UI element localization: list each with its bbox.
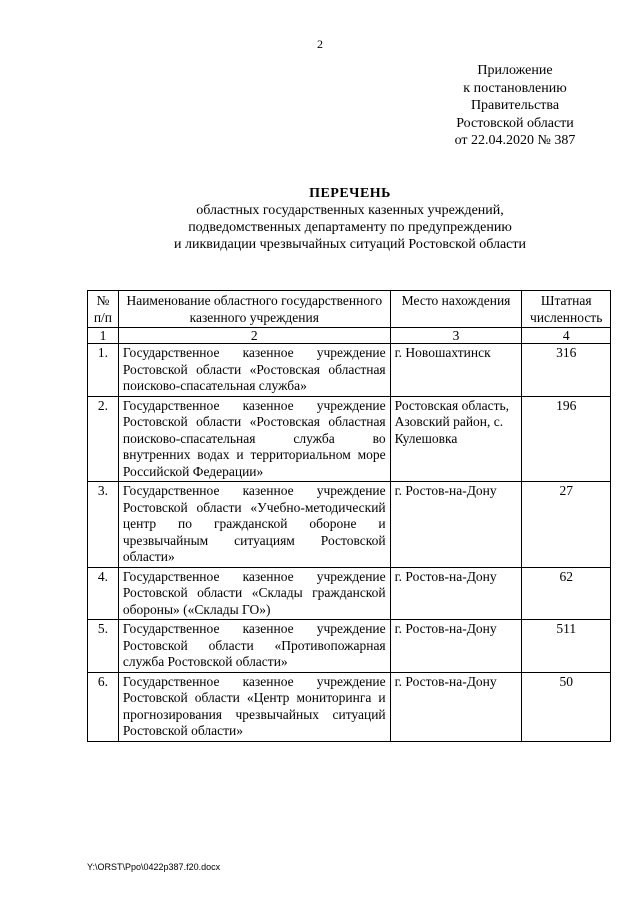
appendix-line-5: от 22.04.2020 № 387 [454, 133, 576, 148]
page-number: 2 [317, 37, 323, 51]
appendix-line-3: Правительства [470, 98, 560, 113]
header-staff: Штатная численность [522, 291, 611, 328]
row-number: 5. [88, 620, 119, 673]
institutions-table [87, 290, 611, 742]
institution-location: г. Ростов-на-Дону [390, 672, 522, 741]
row-number: 3. [88, 482, 119, 568]
institution-name: Государственное казенное учреждение Ростовской области «Противопожарная служба Ростовской области» [118, 620, 390, 673]
heading-line-2: подведомственных департаменту по предупреждению [188, 220, 512, 235]
staff-count: 511 [522, 620, 611, 673]
table-row [88, 344, 611, 397]
institution-name: Государственное казенное учреждение Ростовской области «Центр мониторинга и прогнозирования чрезвычайных ситуаций Ростовской области» [118, 672, 390, 741]
row-number: 4. [88, 567, 119, 620]
institution-location: Ростовская область, Азовский район, с. Кулешовка [390, 396, 522, 482]
column-index-cell: 3 [390, 328, 522, 344]
appendix-line-1: Приложение [477, 63, 553, 78]
document-heading [60, 185, 640, 253]
institution-name: Государственное казенное учреждение Ростовской области «Склады гражданской обороны» («Склады ГО») [118, 567, 390, 620]
institution-name: Государственное казенное учреждение Ростовской области «Ростовская областная поисково-спасательная служба во внутренних водах и территориальном море Российской Федерации» [118, 396, 390, 482]
appendix-line-4: Ростовской области [456, 115, 574, 131]
document-title: ПЕРЕЧЕНЬ [309, 186, 391, 201]
column-index-row [88, 328, 611, 344]
table-row [88, 672, 611, 741]
column-index-cell: 2 [118, 328, 390, 344]
header-location: Место нахождения [390, 291, 522, 328]
table-row [88, 396, 611, 482]
institution-location: г. Ростов-на-Дону [390, 567, 522, 620]
staff-count: 27 [522, 482, 611, 568]
staff-count: 316 [522, 344, 611, 397]
appendix-line-2: к постановлению [463, 80, 567, 96]
header-number: № п/п [88, 291, 119, 328]
table-row [88, 620, 611, 673]
staff-count: 50 [522, 672, 611, 741]
row-number: 2. [88, 396, 119, 482]
appendix-block [430, 62, 600, 150]
staff-count: 196 [522, 396, 611, 482]
institution-location: г. Ростов-на-Дону [390, 482, 522, 568]
table-row [88, 482, 611, 568]
institution-name: Государственное казенное учреждение Ростовской области «Ростовская областная поисково-спасательная служба» [118, 344, 390, 397]
header-name: Наименование областного государственного казенного учреждения [118, 291, 390, 328]
row-number: 1. [88, 344, 119, 397]
table-header-row [88, 291, 611, 328]
table-row [88, 567, 611, 620]
row-number: 6. [88, 672, 119, 741]
file-path-footer: Y:\ORST\Ppo\0422p387.f20.docx [87, 862, 221, 872]
institution-name: Государственное казенное учреждение Ростовской области «Учебно-методический центр по гражданской обороне и чрезвычайным ситуациям Ростовской области» [118, 482, 390, 568]
staff-count: 62 [522, 567, 611, 620]
heading-line-3: и ликвидации чрезвычайных ситуаций Ростовской области [173, 237, 526, 252]
institution-location: г. Ростов-на-Дону [390, 620, 522, 673]
column-index-cell: 4 [522, 328, 611, 344]
column-index-cell: 1 [88, 328, 119, 344]
institution-location: г. Новошахтинск [390, 344, 522, 397]
heading-line-1: областных государственных казенных учреждений, [196, 203, 504, 218]
